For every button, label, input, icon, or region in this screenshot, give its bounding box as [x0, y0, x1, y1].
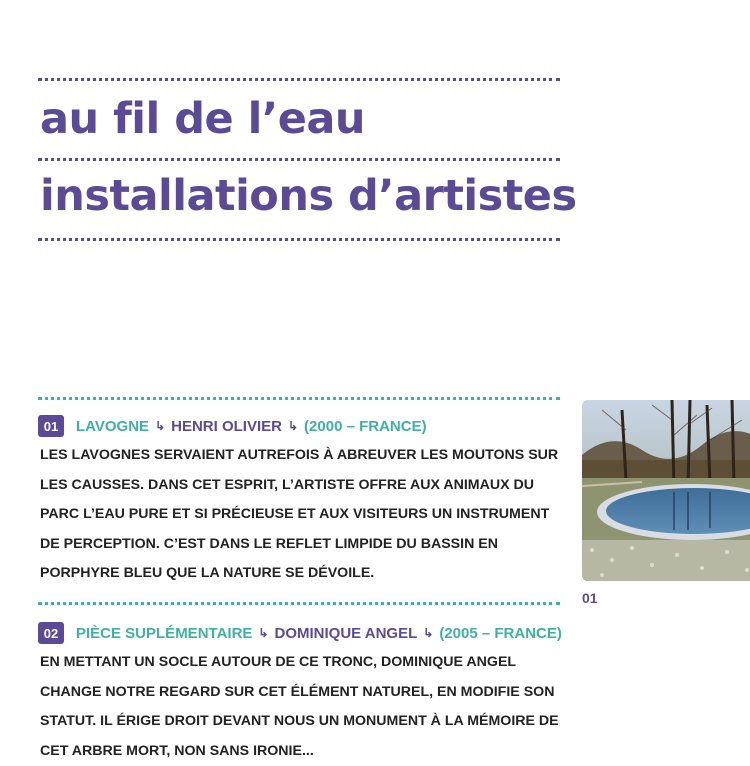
- photo-caption: 01: [582, 590, 598, 606]
- page-title-line-1: au fil de l’eau: [40, 94, 366, 144]
- entry-info: (2005 – FRANCE): [439, 624, 562, 642]
- arrow-right-icon: ↳: [287, 419, 299, 433]
- entry-number-badge: 02: [38, 622, 64, 644]
- entry-name: PIÈCE SUPLÉMENTAIRE: [76, 624, 253, 642]
- title-rule-middle: [38, 158, 560, 161]
- pond-photo: [582, 400, 750, 581]
- entry-rule-1: [38, 397, 560, 400]
- entry-info: (2000 – FRANCE): [304, 417, 427, 435]
- title-rule-top: [38, 78, 560, 81]
- entry-description-1: LES LAVOGNES SERVAIENT AUTREFOIS À ABREUVER LES MOUTONS SUR LES CAUSSES. DANS CET ESPRIT, L’ARTISTE OFFRE AUX ANIMAUX DU PARC L’EAU PURE ET SI PRÉCIEUSE ET AUX VISITEURS UN INSTRUMENT DE PERCEPTION. C’EST DANS LE REFLET LIMPIDE DU BASSIN EN PORPHYRE BLEU QUE LA NATURE SE DÉVOILE.: [40, 447, 559, 581]
- arrow-right-icon: ↳: [423, 626, 434, 640]
- page-title-line-2: installations d’artistes: [40, 171, 577, 221]
- arrow-right-icon: ↳: [155, 419, 166, 433]
- entry-artist: HENRI OLIVIER: [171, 417, 282, 435]
- entry-description-2: EN METTANT UN SOCLE AUTOUR DE CE TRONC, DOMINIQUE ANGEL CHANGE NOTRE REGARD SUR CET ÉLÉMENT NATUREL, EN MODIFIE SON STATUT. IL ÉRIGE DROIT DEVANT NOUS UN MONUMENT À LA MÉMOIRE DE CET ARBRE MORT, NON SANS IRONIE...: [40, 654, 559, 759]
- arrow-right-icon: ↳: [258, 626, 269, 640]
- entry-name: LAVOGNE: [76, 417, 150, 435]
- entry-header-1: [38, 414, 427, 438]
- entry-number-badge: 01: [38, 415, 64, 437]
- entry-header-2: [38, 621, 562, 645]
- entry-rule-2: [38, 602, 560, 605]
- title-rule-bottom: [38, 238, 560, 241]
- entry-artist: DOMINIQUE ANGEL: [274, 624, 418, 642]
